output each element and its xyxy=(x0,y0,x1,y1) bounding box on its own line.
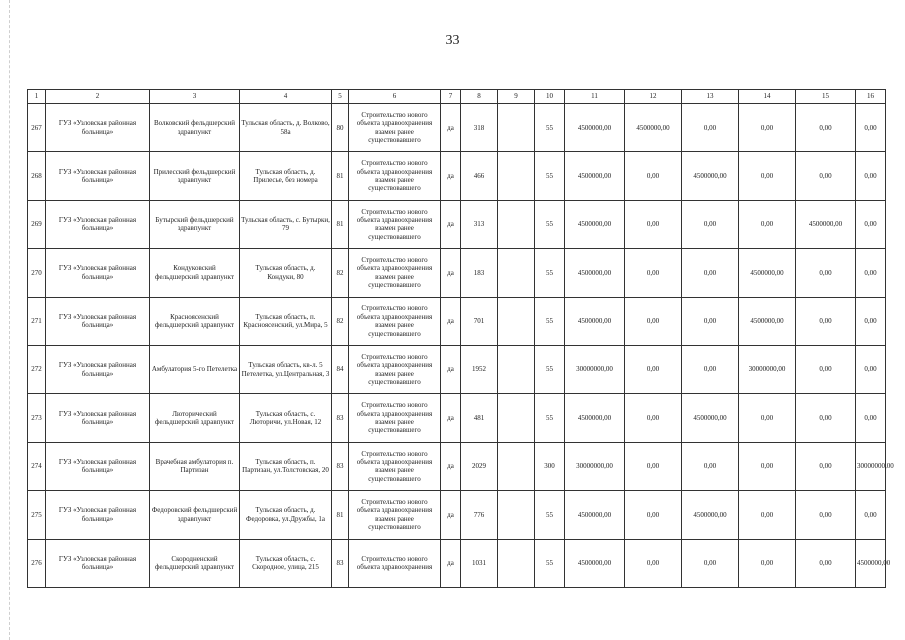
table-cell: 55 xyxy=(535,394,565,442)
table-cell: 0,00 xyxy=(796,491,856,539)
header-row xyxy=(28,90,886,104)
table-cell: 55 xyxy=(535,297,565,345)
table-cell: 0,00 xyxy=(796,539,856,587)
table-cell: 4500000,00 xyxy=(565,394,625,442)
table-cell xyxy=(498,152,535,200)
table-cell: 0,00 xyxy=(682,104,739,152)
table-cell: 4500000,00 xyxy=(682,491,739,539)
table-cell: 0,00 xyxy=(739,152,796,200)
table-cell: ГУЗ «Узловская районная больница» xyxy=(46,491,150,539)
table-cell: Скородненский фельдшерский здравпункт xyxy=(150,539,240,587)
table-cell: Тульская область, с. Люторичи, ул.Новая, 12 xyxy=(240,394,332,442)
column-header: 16 xyxy=(856,90,886,104)
table-cell: да xyxy=(441,104,461,152)
table-cell: 0,00 xyxy=(796,442,856,490)
table-cell: 267 xyxy=(28,104,46,152)
table-row xyxy=(28,104,886,152)
table-cell: 4500000,00 xyxy=(796,200,856,248)
table-cell: 274 xyxy=(28,442,46,490)
table-cell: Строительство нового объекта здравоохранения xyxy=(349,539,441,587)
table-cell: 1031 xyxy=(461,539,498,587)
table-cell: да xyxy=(441,152,461,200)
table-cell xyxy=(498,297,535,345)
table-cell: 80 xyxy=(332,104,349,152)
table-cell: 0,00 xyxy=(739,442,796,490)
table-cell: 0,00 xyxy=(682,249,739,297)
table-cell: 0,00 xyxy=(625,249,682,297)
column-header: 6 xyxy=(349,90,441,104)
table-cell xyxy=(498,200,535,248)
table-cell: 275 xyxy=(28,491,46,539)
table-cell: 81 xyxy=(332,152,349,200)
table-cell: ГУЗ «Узловская районная больница» xyxy=(46,200,150,248)
table-cell: 4500000,00 xyxy=(739,249,796,297)
table-cell: Люторический фельдшерский здравпункт xyxy=(150,394,240,442)
table-cell: 55 xyxy=(535,539,565,587)
table-cell: Строительство нового объекта здравоохранения взамен ранее существовавшего xyxy=(349,394,441,442)
table-cell: ГУЗ «Узловская районная больница» xyxy=(46,442,150,490)
table-cell: 4500000,00 xyxy=(856,539,886,587)
table-cell xyxy=(498,249,535,297)
table-row xyxy=(28,152,886,200)
column-header: 8 xyxy=(461,90,498,104)
table-cell: Тульская область, д. Федоровка, ул.Дружбы, 1а xyxy=(240,491,332,539)
table-cell: Тульская область, д. Кондуки, 80 xyxy=(240,249,332,297)
table-cell: 0,00 xyxy=(796,249,856,297)
table-cell: 55 xyxy=(535,345,565,393)
table-cell: 0,00 xyxy=(796,104,856,152)
table-cell: 0,00 xyxy=(739,394,796,442)
table-cell: 273 xyxy=(28,394,46,442)
table-cell: Строительство нового объекта здравоохранения взамен ранее существовавшего xyxy=(349,152,441,200)
table-cell: 481 xyxy=(461,394,498,442)
table-cell: да xyxy=(441,539,461,587)
table-cell: 0,00 xyxy=(856,394,886,442)
table-cell: Прилесский фельдшерский здравпункт xyxy=(150,152,240,200)
table-cell: 272 xyxy=(28,345,46,393)
table-cell: 0,00 xyxy=(856,297,886,345)
table-cell: 300 xyxy=(535,442,565,490)
table-cell: 0,00 xyxy=(796,345,856,393)
data-table xyxy=(27,89,894,588)
table-cell: 271 xyxy=(28,297,46,345)
table-cell: 0,00 xyxy=(682,345,739,393)
table-cell: 0,00 xyxy=(682,200,739,248)
table-cell: 4500000,00 xyxy=(739,297,796,345)
table-cell: 4500000,00 xyxy=(565,104,625,152)
column-header: 3 xyxy=(150,90,240,104)
table-body xyxy=(28,104,894,588)
table-cell: ГУЗ «Узловская районная больница» xyxy=(46,539,150,587)
table-cell: Строительство нового объекта здравоохранения взамен ранее существовавшего xyxy=(349,442,441,490)
table-cell: 55 xyxy=(535,491,565,539)
table-cell: 0,00 xyxy=(625,152,682,200)
table-cell: 1952 xyxy=(461,345,498,393)
table-cell: Красноясенский фельдшерский здравпункт xyxy=(150,297,240,345)
table-cell: 55 xyxy=(535,104,565,152)
table-cell: 0,00 xyxy=(625,345,682,393)
column-header: 1 xyxy=(28,90,46,104)
table-cell: 0,00 xyxy=(739,491,796,539)
column-header: 2 xyxy=(46,90,150,104)
table-cell: 0,00 xyxy=(625,297,682,345)
table-cell: 55 xyxy=(535,152,565,200)
table-header xyxy=(28,90,886,104)
margin-guide xyxy=(9,0,10,640)
table-cell: Тульская область, кв-л. 5 Петелетка, ул.Центральная, 3 xyxy=(240,345,332,393)
table-cell: 2029 xyxy=(461,442,498,490)
table-cell: 0,00 xyxy=(739,200,796,248)
table-cell: 466 xyxy=(461,152,498,200)
table-cell: 0,00 xyxy=(856,200,886,248)
table-cell: 701 xyxy=(461,297,498,345)
table-cell: ГУЗ «Узловская районная больница» xyxy=(46,297,150,345)
table-row xyxy=(28,345,886,393)
table-cell: Тульская область, д. Прилесье, без номера xyxy=(240,152,332,200)
table-cell: ГУЗ «Узловская районная больница» xyxy=(46,345,150,393)
table-row xyxy=(28,491,886,539)
table-cell xyxy=(498,442,535,490)
table-cell: Строительство нового объекта здравоохранения взамен ранее существовавшего xyxy=(349,104,441,152)
table-cell: Тульская область, д. Волково, 58а xyxy=(240,104,332,152)
table-cell: Строительство нового объекта здравоохранения взамен ранее существовавшего xyxy=(349,297,441,345)
table-cell: 0,00 xyxy=(856,152,886,200)
table-cell: 4500000,00 xyxy=(565,152,625,200)
table-cell: да xyxy=(441,442,461,490)
table-cell: Тульская область, с. Бутырки, 79 xyxy=(240,200,332,248)
table-cell: 776 xyxy=(461,491,498,539)
table-row xyxy=(28,539,886,587)
table-cell: 269 xyxy=(28,200,46,248)
table-cell: 82 xyxy=(332,297,349,345)
table-cell: Строительство нового объекта здравоохранения взамен ранее существовавшего xyxy=(349,491,441,539)
table-row xyxy=(28,442,886,490)
table-cell: 313 xyxy=(461,200,498,248)
table-cell: 30000000,00 xyxy=(565,442,625,490)
table-cell: 318 xyxy=(461,104,498,152)
table-cell: 55 xyxy=(535,200,565,248)
column-header: 14 xyxy=(739,90,796,104)
table-cell: 276 xyxy=(28,539,46,587)
column-header: 4 xyxy=(240,90,332,104)
column-header: 15 xyxy=(796,90,856,104)
table-cell: 0,00 xyxy=(682,539,739,587)
table-cell: Строительство нового объекта здравоохранения взамен ранее существовавшего xyxy=(349,345,441,393)
table-cell: 30000000,00 xyxy=(565,345,625,393)
table-cell xyxy=(498,345,535,393)
table-cell: 83 xyxy=(332,442,349,490)
table-cell: 0,00 xyxy=(796,297,856,345)
table-cell: Врачебная амбулатория п. Партизан xyxy=(150,442,240,490)
table-cell: 0,00 xyxy=(856,249,886,297)
table-cell: 0,00 xyxy=(625,539,682,587)
table-cell: 0,00 xyxy=(625,491,682,539)
table-cell: 0,00 xyxy=(625,442,682,490)
table-cell: ГУЗ «Узловская районная больница» xyxy=(46,104,150,152)
table-cell: 0,00 xyxy=(739,104,796,152)
table-cell: да xyxy=(441,297,461,345)
table-cell: ГУЗ «Узловская районная больница» xyxy=(46,394,150,442)
table-cell: да xyxy=(441,200,461,248)
table-cell: Амбулатория 5-го Петелетка xyxy=(150,345,240,393)
table-cell: 4500000,00 xyxy=(625,104,682,152)
column-header: 7 xyxy=(441,90,461,104)
table-cell: ГУЗ «Узловская районная больница» xyxy=(46,152,150,200)
table-cell: да xyxy=(441,491,461,539)
column-header: 11 xyxy=(565,90,625,104)
table-cell: ГУЗ «Узловская районная больница» xyxy=(46,249,150,297)
table-cell: Бутырский фельдшерский здравпункт xyxy=(150,200,240,248)
table-cell: 0,00 xyxy=(796,394,856,442)
table-cell: да xyxy=(441,249,461,297)
table-cell: 4500000,00 xyxy=(682,394,739,442)
table-cell: Тульская область, с. Скородное, улица, 215 xyxy=(240,539,332,587)
table-cell: Тульская область, п. Красноясенский, ул.Мира, 5 xyxy=(240,297,332,345)
table-cell: 0,00 xyxy=(682,297,739,345)
table-cell: 4500000,00 xyxy=(565,249,625,297)
table-cell: 0,00 xyxy=(856,104,886,152)
table-cell: Кондуковский фельдшерский здравпункт xyxy=(150,249,240,297)
table-cell: 30000000,00 xyxy=(856,442,886,490)
table-cell: 84 xyxy=(332,345,349,393)
column-header: 9 xyxy=(498,90,535,104)
table-row xyxy=(28,297,886,345)
table-cell: 183 xyxy=(461,249,498,297)
table-cell: 0,00 xyxy=(856,491,886,539)
table-cell: 0,00 xyxy=(739,539,796,587)
column-header: 5 xyxy=(332,90,349,104)
table-cell xyxy=(498,491,535,539)
table-cell: 83 xyxy=(332,539,349,587)
table-cell: Тульская область, п. Партизан, ул.Толстовская, 20 xyxy=(240,442,332,490)
table-cell xyxy=(498,539,535,587)
table-cell: 4500000,00 xyxy=(682,152,739,200)
column-header: 10 xyxy=(535,90,565,104)
page-number: 33 xyxy=(445,33,460,48)
table-cell: 4500000,00 xyxy=(565,297,625,345)
table-cell: 270 xyxy=(28,249,46,297)
table-cell: да xyxy=(441,345,461,393)
table-cell: Федоровский фельдшерский здравпункт xyxy=(150,491,240,539)
table-row xyxy=(28,249,886,297)
table-cell: 83 xyxy=(332,394,349,442)
table-cell: да xyxy=(441,394,461,442)
column-header: 12 xyxy=(625,90,682,104)
table-row xyxy=(28,200,886,248)
table-cell: 4500000,00 xyxy=(565,491,625,539)
table-cell: 0,00 xyxy=(625,394,682,442)
table-cell: 0,00 xyxy=(856,345,886,393)
table-cell xyxy=(498,104,535,152)
table-cell: 55 xyxy=(535,249,565,297)
table-cell: Строительство нового объекта здравоохранения взамен ранее существовавшего xyxy=(349,200,441,248)
table-cell: 0,00 xyxy=(796,152,856,200)
table-cell xyxy=(498,394,535,442)
table-cell: Строительство нового объекта здравоохранения взамен ранее существовавшего xyxy=(349,249,441,297)
table-cell: 268 xyxy=(28,152,46,200)
table-cell: 0,00 xyxy=(625,200,682,248)
table-cell: 81 xyxy=(332,491,349,539)
table-cell: 30000000,00 xyxy=(739,345,796,393)
table-cell: 0,00 xyxy=(682,442,739,490)
table-cell: 4500000,00 xyxy=(565,200,625,248)
table-row xyxy=(28,394,886,442)
column-header: 13 xyxy=(682,90,739,104)
table-cell: 4500000,00 xyxy=(565,539,625,587)
table-cell: Волковский фельдшерский здравпункт xyxy=(150,104,240,152)
table-cell: 81 xyxy=(332,200,349,248)
table-cell: 82 xyxy=(332,249,349,297)
